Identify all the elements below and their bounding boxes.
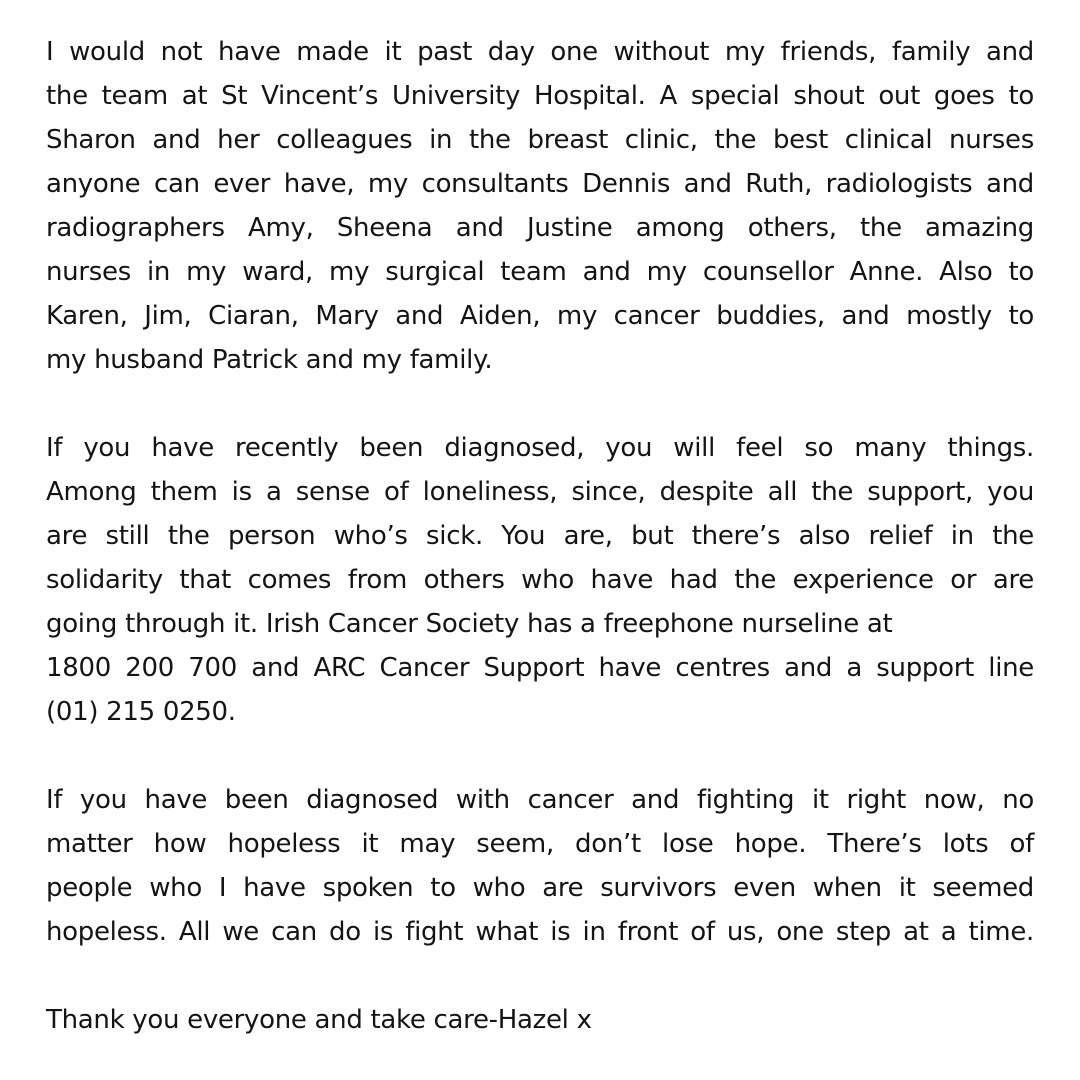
- text-line: nurses in my ward, my surgical team and my counsellor Anne. Also to: [46, 257, 1034, 287]
- text-line: (01) 215 0250.: [46, 697, 236, 727]
- text-line: Karen, Jim, Ciaran, Mary and Aiden, my cancer buddies, and mostly to: [46, 301, 1034, 331]
- letter-body: [46, 30, 1034, 1042]
- text-line: If you have been diagnosed with cancer and fighting it right now, no: [46, 785, 1034, 815]
- text-line: are still the person who’s sick. You are, but there’s also relief in the: [46, 521, 1034, 551]
- text-line: solidarity that comes from others who have had the experience or are: [46, 565, 1034, 595]
- text-line: anyone can ever have, my consultants Dennis and Ruth, radiologists and: [46, 169, 1034, 199]
- paragraph-hope: [46, 778, 1034, 954]
- text-line: hopeless. All we can do is fight what is in front of us, one step at a time.: [46, 917, 1034, 947]
- paragraph-diagnosis-support: [46, 426, 1034, 734]
- text-line: the team at St Vincent’s University Hospital. A special shout out goes to: [46, 81, 1034, 111]
- text-line: Among them is a sense of loneliness, since, despite all the support, you: [46, 477, 1034, 507]
- text-line: radiographers Amy, Sheena and Justine among others, the amazing: [46, 213, 1034, 243]
- signoff: Thank you everyone and take care-Hazel x: [46, 1005, 592, 1035]
- text-line: going through it. Irish Cancer Society has a freephone nurseline at: [46, 609, 893, 639]
- text-line: my husband Patrick and my family.: [46, 345, 493, 375]
- paragraph-thanks: [46, 30, 1034, 382]
- text-line: If you have recently been diagnosed, you will feel so many things.: [46, 433, 1034, 463]
- text-line: I would not have made it past day one without my friends, family and: [46, 37, 1034, 67]
- text-line: people who I have spoken to who are survivors even when it seemed: [46, 873, 1034, 903]
- text-line: 1800 200 700 and ARC Cancer Support have centres and a support line: [46, 653, 1034, 683]
- text-line: Sharon and her colleagues in the breast clinic, the best clinical nurses: [46, 125, 1034, 155]
- text-line: matter how hopeless it may seem, don’t lose hope. There’s lots of: [46, 829, 1034, 859]
